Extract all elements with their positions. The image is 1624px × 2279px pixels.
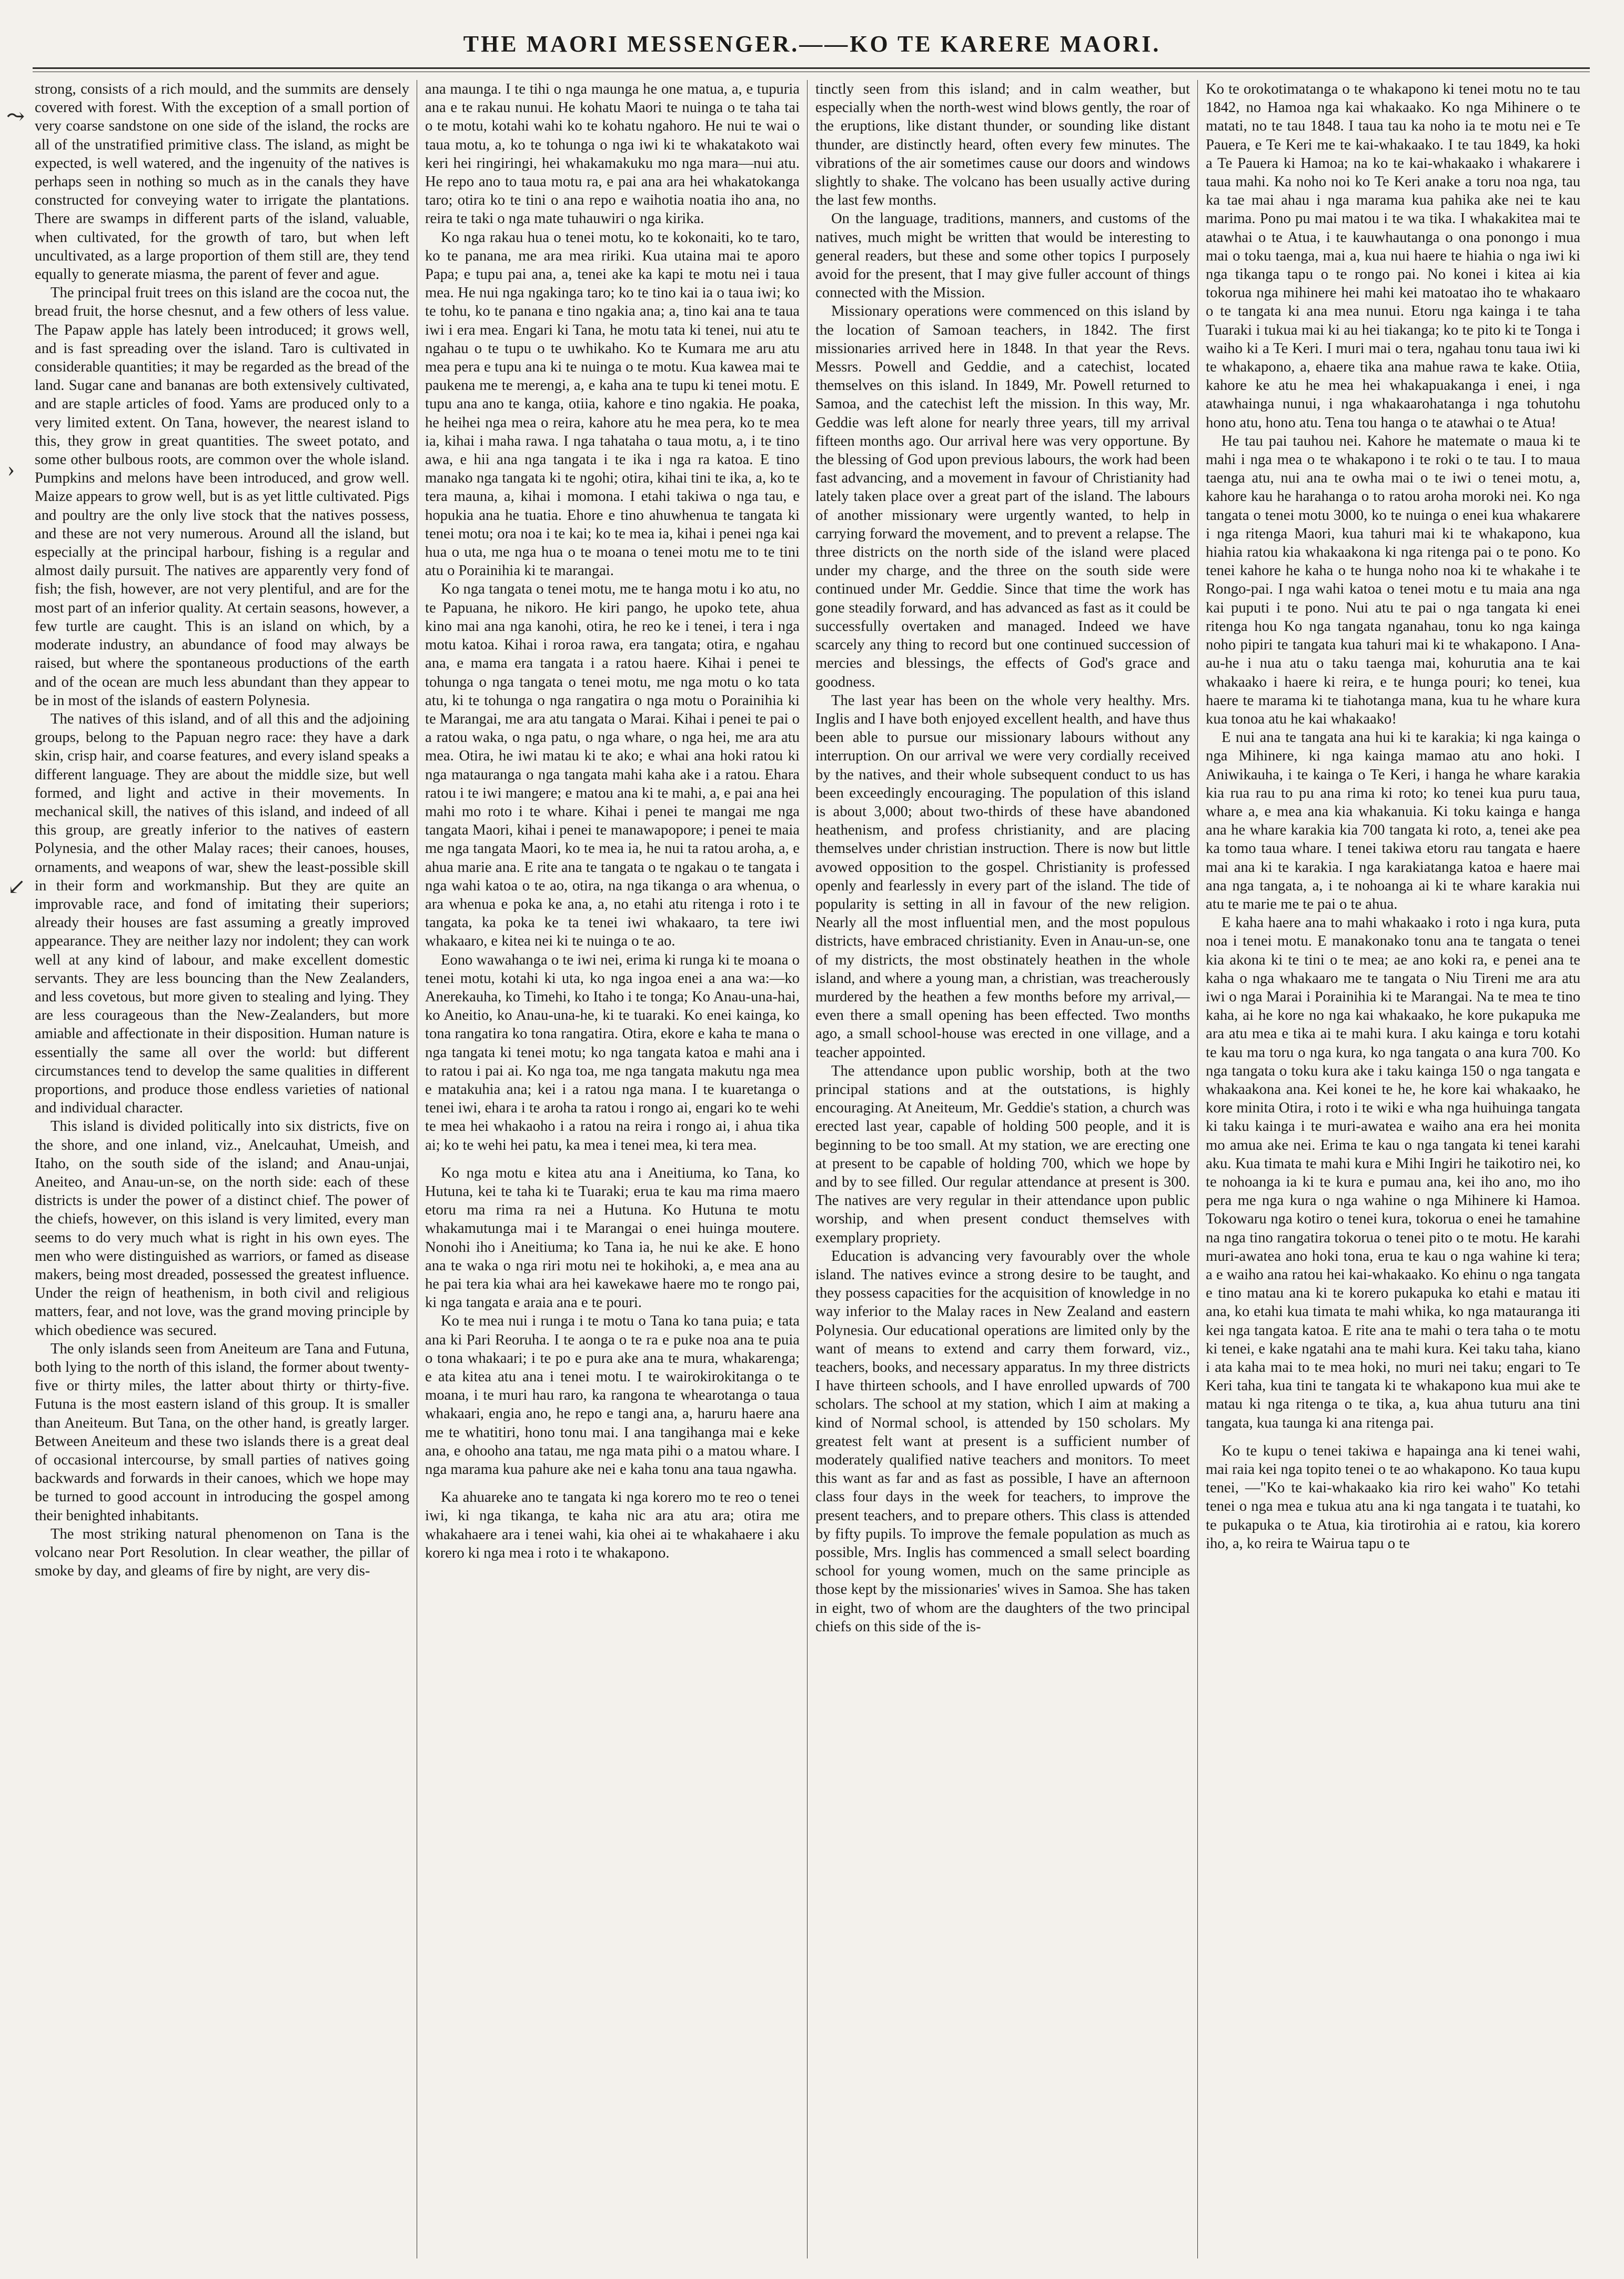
masthead-rule (33, 67, 1590, 69)
article-paragraph: E kaha haere ana to mahi whakaako i roto i nga kura, puta noa i tenei motu. E manakonako tonu ana te tangata o tenei kia akona ki te tini o te mea; ae ano koki ra, e penei ana te kaha o nga whakaaro me te tangata o Niu Tireni me ara atu iwi o nga Marai i Porainihia ki te Marangai. Na te mea te tino kaha, ai he kore no nga kai whakaako, he kore pukapuka me ara atu mea e tika ai te mahi kura. I aku kainga e toru kotahi te kau ma toru o nga kura, ko nga tangata o ana kura 700. Ko nga tangata o toku kura ake i taku kainga 150 o nga tangata e whakaakona ana. Kei konei te he, he kore kai whakaako, he kore minita Otira, i roto i te wiki e wha nga huihuinga tangata ki taku kainga i te muri-awatea e waiho ana era hei monita mo amua ake nei. Erima te kau o nga tangata ki tenei karahi aku. Kua timata te mahi kura e Mihi Ingiri he taikotiro nei, ko te nohoanga ia ki te kura e pumau ana, kei iho ano, mo iho pera me nga kura o nga wahine o nga Mihinere ki Hamoa. Tokowaru nga kotiro o tenei kura, tokorua o enei he tamahine na nga tino rangatira tokorua o tenei pito o te motu. He karahi muri-awatea ano hoki tona, erua te kau o nga wahine ki tera; a e waiho ana ratou hei kai-whakaako. Ko ehinu o nga tangata e tino matau ana ki te korero pukapuka ko etahi e matau iti ana, ko etahi kua timata te mahi whika, ko nga matauranga iti kei nga tangata katoa. E rite ana te mahi o tera taha o te motu ki tenei, e kake ngatahi ana te mahi kura. Kei taku taha, kiano i ata kaha mai to te mea hoki, no muri nei taku; engari to Te Keri taha, kua tini te tangata ki te whakapono kua mui ake te matau ki nga ritenga o te tika, a, kua ahua tuturu ana tini tangata, kua taunga ki ana ritenga pai. (1206, 915, 1580, 1431)
article-paragraph: The only islands seen from Aneiteum are Tana and Futuna, both lying to the north of this island, the former about twenty-five or thirty miles, the latter about thirty or thirty-five. Futuna is the most eastern island of this group. It is smaller than Aneiteum. But Tana, on the other hand, is greatly larger. Between Aneiteum and these two islands there is a great deal of occasional intercourse, by small parties of natives going backwards and forwards in their canoes, which we hope may be turned to good account in introducing the gospel among their benighted inhabitants. (35, 1340, 409, 1524)
article-paragraph: The last year has been on the whole very healthy. Mrs. Inglis and I have both enjoyed excellent health, and have thus been able to pursue our missionary labours without any interruption. On our arrival we were very cordially received by the natives, and their whole subsequent conduct to us has been exceedingly encouraging. The population of this island is about 3,000; about two-thirds of these have abandoned heathenism, and profess christianity, and are placing themselves under christian instruction. There is now but little avowed opposition to the gospel. Christianity is professed openly and fearlessly in every part of the island. The tide of popularity is setting in all in favour of the new religion. Nearly all the most influential men, and the most populous districts, have embraced christianity. Even in Anau-un-se, one of my districts, the most obstinately heathen in the whole island, and where a young man, a christian, was treacherously murdered by the heathen a few months before my arrival,—even there a small opening has been effected. Two months ago, a small school-house was erected in one village, and a teacher appointed. (815, 692, 1190, 1061)
article-paragraph: strong, consists of a rich mould, and the summits are densely covered with forest. With the exception of a small portion of very coarse sandstone on one side of the island, the rocks are all of the unstratified primitive class. The island, as might be expected, is well watered, and the ingenuity of the natives is perhaps seen in nothing so much as in the canals they have constructed for conveying water to irrigate the plantations. There are swamps in different parts of the island, valuable, when cultivated, for the growth of taro, but when left uncultivated, as a large proportion of them still are, they tend equally to generate miasma, the parent of fever and ague. (35, 81, 409, 283)
masthead-title: THE MAORI MESSENGER.——KO TE KARERE MAORI. (463, 31, 1161, 57)
article-paragraph: This island is divided politically into six districts, five on the shore, and one inland, viz., Anelcauhat, Umeish, and Itaho, on the south side of the island; and Anau-unjai, Aneiteo, and Anau-un-se, on the north side: each of these districts is under the power of a distinct chief. The power of the chiefs, however, on this island is very limited, every man seems to do very much what is right in his own eyes. The men who were distinguished as warriors, or famed as disease makers, being most dreaded, possessed the greatest influence. Under the reign of heathenism, in both civil and religious matters, fear, and not love, was the grand moving principle by which obedience was secured. (35, 1118, 409, 1339)
article-paragraph: Ko te kupu o tenei takiwa e hapainga ana ki tenei wahi, mai raia kei nga topito tenei o te ao whakapono. Ko taua kupu tenei, —"Ko te kai-whakaako kia riro kei waho" Ko tetahi tenei o nga mea e tukua atu ana ki nga tangata i te tuatahi, ko te pukapuka o te Atua, kia tirotirohia ai e ratou, kia korero iho, a, ko reira te Wairua tapu o te (1206, 1442, 1580, 1552)
article-paragraph: Ko nga rakau hua o tenei motu, ko te kokonaiti, ko te taro, ko te panana, me ara mea ririki. Kua utaina mai te aporo Papa; e tupu pai ana, a, tenei ake ka kapi te motu nei i taua mea. He nui nga ngakinga taro; ko te tino kai ia o taua iwi; ko te tohu, ko te panana e tino ngakia ana; a, tino kai ana te taua iwi i era mea. Engari ki Tana, he motu tata ki tenei, nui atu te ngahau o te tupu o te uwhikaho. Ko te Kumara me aru atu mea pera e tupu ana ki te nuinga o te motu. Kua kawea mai te paukena me te merengi, a, e kaha ana te tupu ki tenei motu. E tupu ana ano te kanga, otiia, kahore e tino ngakia. He poaka, he heihei nga mea o reira, kahore atu he mea pera, ko te mea ia, kihai i maha rawa. I nga tahataha o taua motu, a, i te tino awa, e hii ana nga tangata i te ika i nga ra katoa. E tino manako nga tangata ki te ngohi; otira, kihai tini te ika, a, ko te tera mauna, a, kihai i momona. I etahi takiwa o nga tau, e hopukia ana he tuatia. Ehore e tino ahuwhenua te tangata ki tenei motu; ora noa i te kai; ko te mea ia, kihai i penei nga kai hua o uta, me nga hua o te moana o tenei motu me to te tini atu o Porainihia ki te marangai. (425, 229, 800, 579)
article-paragraph: Ko nga tangata o tenei motu, me te hanga motu i ko atu, no te Papuana, he nikoro. He kiri pango, he upoko tete, ahua kino mai ana nga kanohi, otira, he reo ke i tenei, i tera i nga motu katoa. Kihai i roroa rawa, era tangata; otira, e ngahau ana, e mama era tangata i a ratou haere. Kihai i penei te tohunga o nga tangata o tenei motu, me nga motu o ko tata atu, ki te tohunga o nga rangatira o nga motu o Porainihia ki te Marangai, me ara atu tangata o Marai. Kihai i penei te pai o a ratou waka, o nga patu, o nga whare, o nga hei, me ara atu mea. Otira, he iwi matau ki te ako; e whai ana hoki ratou ki nga matauranga o nga tangata mahi kaha ake i a ratou. Ehara ratou i te iwi mangere; e matou ana ki te mahi, a, e pai ana hei mahi mo roto i te whare. Kihai i penei te mangai me nga tangata Maori, kihai i penei te manawapopore; i penei te maia me nga tangata Maori, ko te mea ia, he nui ta ratou aroha, a, e ahua marie ana. E rite ana te tangata o te ngakau o te tangata i nga wahi katoa o te ao, otira, na nga tikanga o ara whenua, o ara whenua e poka ke ana, a, no etahi atu ritenga i roto i te tangata, ka poka ke ta tenei iwi whakaaro, ta tere iwi whakaaro, e kitea nei ki te nuinga o te ao. (425, 581, 800, 950)
article-paragraph: E nui ana te tangata ana hui ki te karakia; ki nga kainga o nga Mihinere, ki nga kainga mamao atu ano hoki. I Aniwikauha, i te kainga o Te Keri, i hanga he whare karakia kia rua rau to pu ana rima ki roto; ko tenei kua puru taua, whare a, e mea ana kia whakanuia. Ki toku kainga e hanga ana he whare karakia kia 700 tangata ki roto, a, tenei ake pea ka tomo taua whare. I tenei takiwa etoru rau tangata e haere mai ana ki te karakia. I nga karakiatanga katoa e haere mai ana nga tangata, a, i te nohoanga ai ki te whare karakia nui atu te marie me te pai o te ahua. (1206, 729, 1580, 912)
article-paragraph: Missionary operations were commenced on this island by the location of Samoan teachers, in 1842. The first missionaries arrived here in 1848. In that year the Revs. Messrs. Powell and Geddie, and a catechist, located themselves on this island. In 1849, Mr. Powell returned to Samoa, and the catechist left the mission. In this way, Mr. Geddie was left alone for nearly three years, till my arrival fifteen months ago. Our arrival here was very opportune. By the blessing of God upon previous labours, the work had been fast advancing, and a movement in favour of Christianity had lately taken place over a great part of the island. The labours of another missionary were urgently wanted, to help in carrying forward the movement, and to prevent a relapse. The three districts on the north side of the island were placed under my charge, and the three on the south side were continued under Mr. Geddie. Since that time the work has gone steadily forward, and has advanced as fast as it could be successfully overtaken and managed. Indeed we have scarcely any thing to record but one continued succession of mercies and blessings, the effects of God's grace and goodness. (815, 303, 1190, 690)
margin-mark: › (7, 457, 15, 481)
article-paragraph: The natives of this island, and of all this and the adjoining groups, belong to the Papuan negro race: they have a dark skin, crisp hair, and coarse features, and every island speaks a different language. They are about the middle size, but well formed, and light and active in their movements. In mechanical skill, the natives of this island, and indeed of all this group, are greatly inferior to the natives of eastern Polynesia, and the other Malay races; their canoes, houses, ornaments, and weapons of war, shew the least-possible skill in their form and workmanship. But they are quite an improvable race, and fond of imitating their superiors; already their houses are fast assuming a greatly improved appearance. They are neither lazy nor indolent; they can work well at any kind of labour, and make excellent domestic servants. They are less bouncing than the New Zealanders, and less covetous, but more given to stealing and lying. They are less courageous than the New-Zealanders, but more amiable and affectionate in their disposition. Human nature is essentially the same all over the world: but different circumstances tend to develop the same qualities in different proportions, and produce those endless varieties of national and individual character. (35, 710, 409, 1117)
article-paragraph: tinctly seen from this island; and in calm weather, but especially when the north-west wind blows gently, the roar of the eruptions, like distant thunder, or sounding like distant thunder, are distinctly heard, often every few minutes. The vibrations of the air sometimes cause our doors and windows slightly to shake. The volcano has been usually active during the last few months. (815, 81, 1190, 209)
article-paragraph: Ko te orokotimatanga o te whakapono ki tenei motu no te tau 1842, no Hamoa nga kai whakaako. Ko nga Mihinere o te matati, no te tau 1848. I taua tau ka noho ia te motu nei e Te Pauera, e Te Keri me te kai-whakaako. I te tau 1849, ka hoki a Te Pauera ki Hamoa; na ko te kai-whakaako i whakarere i taua mahi. Ka noho noi ko Te Keri anake a toru noa nga, tau ka tae mai ahau i nga marama kua pahika ake nei te kau marima. Pono pu mai matou i te wa tika. I whakakitea mai te atawhai o te Atua, i te kauwhautanga o ona ponongo i mua mai o toku taenga, mai a, kua nui haere te hiahia o nga iwi ki nga tikanga tapu o te rongo pai. No konei i kitea ai kia tokorua nga mihinere hei mahi kei matoatao iho te whakaaro o te tangata ki ana mea nunui. Etoru nga kainga i te taha Tuaraki i tukua mai ki au hei tiakanga; ko te pito ki te Tonga i waiho ki a Te Keri. I muri mai o tera, ngahau tonu taua iwi ki te whakapono, a, ehaere tika ana mahue rawa te kake. Otiia, kahore ke atu he mea hei whakapuakanga i enei, i nga atawhainga nunui, i nga whakaarohatanga i nga tohutohu hono atu, hono atu. Tena tou hanga o te atawhai o te Atua! (1206, 81, 1580, 431)
article-paragraph: Ka ahuareke ano te tangata ki nga korero mo te reo o tenei iwi, ki nga tikanga, te kaha nic ara atu ara; otira me whakahaere ara i tenei wahi, kia ohei ai te whakahaere i aku korero ki nga mea i roto i te whakapono. (425, 1489, 800, 1561)
column-divider (807, 80, 808, 2258)
article-paragraph: Eono wawahanga o te iwi nei, erima ki runga ki te moana o tenei motu, kotahi ki uta, ko nga ingoa enei a ana wa:—ko Anerekauha, ko Timehi, ko Itaho i te tonga; Ko Anau-una-hai, ko Aneitio, ko Anau-una-he, ki te tuaraki. Ko enei kainga, ko tona rangatira ko tona rangatira. Otira, ekore e kaha te mana o nga tangata ki tenei motu; ko nga tangata katoa e mahi ana i to ratou i pai ai. Ko nga toa, me nga tangata makutu nga mea e matakuhia ana; kei i a ratou nga mana. I te kuaretanga o tenei iwi, ehara i te aroha ta ratou i rongo ai, engari ko te wehi te mea hei whakaoho i a ratou na reira i rongo ai, i ahua tika ai; ko te wehi hei patu, ka mea i tenei mea, ki tera mea. (425, 951, 800, 1153)
article-paragraph: Ko te mea nui i runga i te motu o Tana ko tana puia; e tata ana ki Pari Reoruha. I te aonga o te ra e puke noa ana te puia o tona whakaari; i te po e pura ake ana te mura, whakarenga; e ata kitea atu ana i tenei motu. I te wairokirokitanga o te moana, i te muri hau raro, ka rangona te whearotanga o taua whakaari, engia ano, he repo e tangi ana, a, haruru haere ana me te whatitiri, hono tonu mai. I ana tangihanga mai e keke ana, e ohooho ana tatau, me nga mata pihi o a matou whare. I nga marama kua pahure ake nei e kaha tonu ana taua ngawha. (425, 1313, 800, 1478)
article-paragraph: On the language, traditions, manners, and customs of the natives, much might be written that would be interesting to general readers, but these and some other topics I purposely avoid for the present, that I may give fuller account of things connected with the Mission. (815, 210, 1190, 302)
column-english-2 (815, 80, 1190, 2264)
margin-mark: ⤳ (6, 105, 25, 129)
article-paragraph: Education is advancing very favourably over the whole island. The natives evince a strong desire to be taught, and they possess capacities for the acquisition of knowledge in no way inferior to the Malay races in New Zealand and eastern Polynesia. Our educational operations are limited only by the want of means to extend and carry them forward, viz., teachers, books, and necessary apparatus. In my three districts I have thirteen schools, and I have enrolled upwards of 700 scholars. The school at my station, which I aim at making a kind of Normal school, is attended by 150 scholars. My greatest felt want at present is a sufficient number of moderately qualified native teachers and monitors. To meet this want as far and as fast as possible, I have an afternoon class four days in the week for teachers, to improve the present teachers, and to prepare others. This class is attended by fifty pupils. To improve the female population as much as possible, Mrs. Inglis has commenced a small select boarding school for young women, much on the same principle as those kept by the missionaries' wives in Samoa. She has taken in eight, two of whom are the daughters of the two principal chiefs on this side of the is- (815, 1248, 1190, 1635)
margin-mark: ↙ (7, 875, 26, 899)
column-english-1 (35, 80, 409, 2264)
column-divider (1197, 80, 1198, 2258)
article-paragraph: Ko nga motu e kitea atu ana i Aneitiuma, ko Tana, ko Hutuna, kei te taha ki te Tuaraki; erua te kau ma rima maero etoru ma rima ra nei a Hutuna. Ko Hutuna te motu whakamutunga mai i te Marangai o enei huinga moutere. Nonohi iho i Aneitiuma; ko Tana ia, he nui ke ake. E hono ana te waka o nga riri motu nei te hokihoki, a, e mea ana au he pai tera kia whai ara hei kawekawe haere mo te rongo pai, ki nga tangata e araia ana e te pouri. (425, 1164, 800, 1311)
article-paragraph: ana maunga. I te tihi o nga maunga he one matua, a, e tupuria ana e te rakau nunui. He kohatu Maori te nuinga o te taha tai o te motu, kotahi wahi ko te kohatu ngahoro. He nui te wai o taua motu, a, ko te tohunga o nga iwi ki te whakatakoto wai keri hei ringiringi, hei whakamakuku mo nga mara—nui atu. He repo ano to taua motu ra, e pai ana ara hei whakatokanga taro; otira ko te tini o ana repo e waihotia noatia iho ana, no reira te taki o nga mate tuhauwiri o nga kirika. (425, 81, 800, 227)
article-paragraph: The most striking natural phenomenon on Tana is the volcano near Port Resolution. In clear weather, the pillar of smoke by day, and gleams of fire by night, are very dis- (35, 1525, 409, 1580)
article-paragraph: The attendance upon public worship, both at the two principal stations and at the outstations, is highly encouraging. At Aneiteum, Mr. Geddie's station, a church was erected last year, capable of holding 500 people, and it is beginning to be too small. At my station, we are erecting one at present to be capable of holding 700, which we hope by and by to see filled. Our regular attendance at present is 300. The natives are very regular in their attendance upon public worship, and when present conduct themselves with exemplary propriety. (815, 1062, 1190, 1246)
column-maori-2 (1206, 80, 1580, 2264)
article-paragraph: The principal fruit trees on this island are the cocoa nut, the bread fruit, the horse chesnut, and a few others of less value. The Papaw apple has lately been introduced; it grows well, and is fast spreading over the island. Taro is cultivated in considerable quantities; it may be regarded as the bread of the land. Sugar cane and bananas are both extensively cultivated, and are staple articles of food. Yams are produced only to a very limited extent. On Tana, however, the nearest island to this, they grow in great quantities. The sweet potato, and some other bulbous roots, are common over the whole island. Pumpkins and melons have been introduced, and grow well. Maize appears to grow well, but is as yet little cultivated. Pigs and poultry are the only live stock that the natives possess, and these are not very numerous. Around all the island, but especially at the principal harbour, fishing is a regular and almost daily pursuit. The natives are apparently very fond of fish; the fish, however, are not very plentiful, and are for the most part of an inferior quality. At certain seasons, however, a few turtle are caught. This is an island on which, by a moderate industry, an abundance of food may always be raised, but where the spontaneous productions of the earth and of the ocean are much less abundant than they appear to be in most of the islands of eastern Polynesia. (35, 285, 409, 709)
article-paragraph: He tau pai tauhou nei. Kahore he matemate o maua ki te mahi i nga mea o te whakapono i te roki o te tau. I to maua taenga atu, nui ana te owha mai o te iwi o tenei motu, a, kahore kau he harahanga o to ratou aroha moroki nei. Ko nga tangata o tenei motu 3000, ko te nuinga o enei kua whakarere i nga ritenga Maori, kua tahuri mai ki te whakapono, kua hiahia ratou kia whakaakona ki nga ritenga pai o te pono. Ko tenei kahore he kaha o te hunga noho noa ki te whakahe i te Rongo-pai. I nga wahi katoa o tenei motu e tu maia ana nga kai puputi i te pono. Nui atu te pai o nga tangata ki enei ritenga hou Ko nga tangata nganahau, tonu ko nga kainga noho pipiri te tangata kua tahuri mai ki te whakapono. I Ana-au-he i nua atu o taku taenga mai, kohurutia ana te kai whakaako i haere ki reira, e te hunga pouri; ko tenei, kua haere te marama ki te tiahotanga mana, kua tu he whare kura kua tonoa atu he kai whakaako! (1206, 433, 1580, 727)
column-maori-1 (425, 80, 800, 2264)
